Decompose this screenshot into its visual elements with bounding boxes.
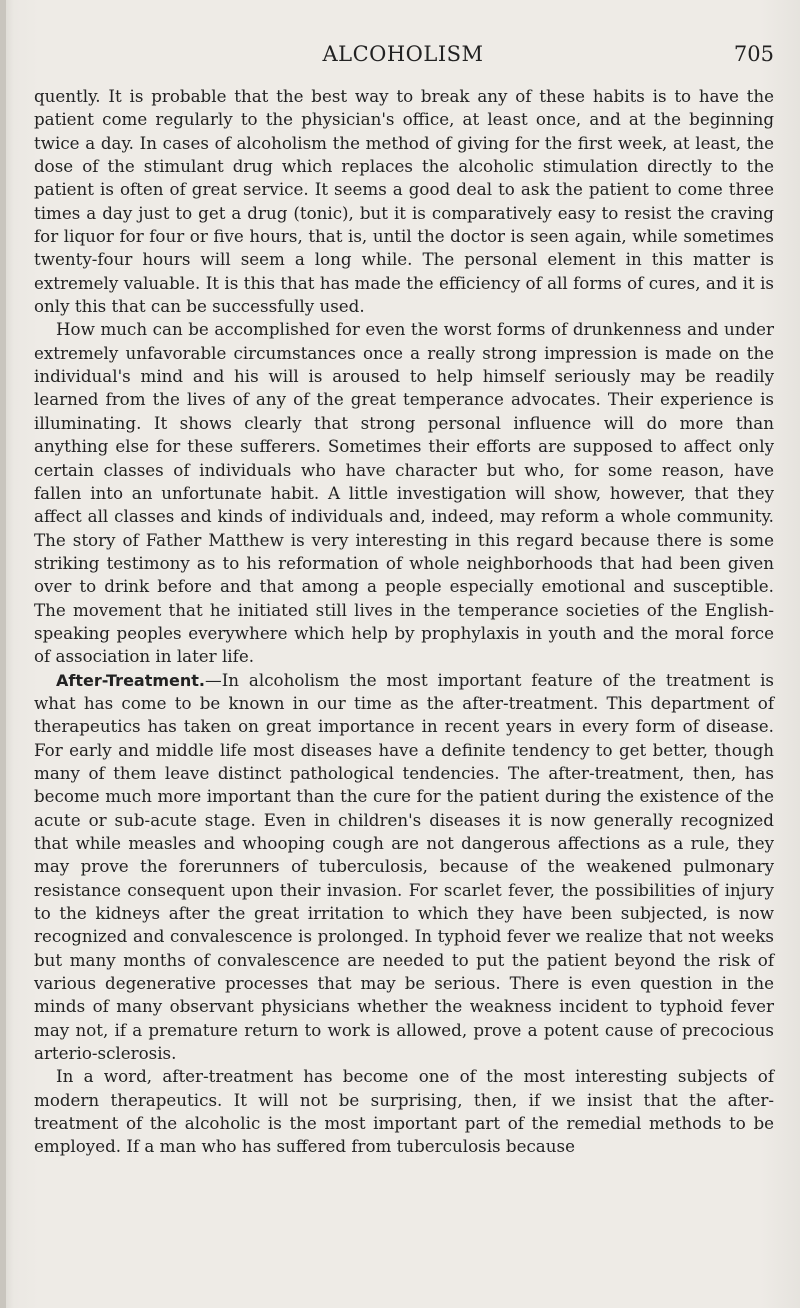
- paragraph-1: quently. It is probable that the best way to break any of these habits is to have the patient come regularly to the physician's office, at least once, and at the beginning twice a day. In cases of alcoholism the method of giving for the first week, at least, the dose of the stimulant drug which replaces the alcoholic stimulation directly to the patient is often of great service. It seems a good deal to ask the patient to come three times a day just to get a drug (tonic), but it is comparatively easy to resist the craving for liquor for four or five hours, that is, until the doctor is seen again, while sometimes twenty-four hours will seem a long while. The personal element in this matter is extremely valuable. It is this that has made the efficiency of all forms of cures, and it is only this that can be successfully used.: [34, 86, 774, 317]
- running-head: [32, 28, 774, 64]
- section-heading-after-treatment: After-Treatment.: [56, 670, 206, 690]
- page-binding-edge: [0, 0, 6, 1308]
- paragraph-4: In a word, after-treatment has become one of the most interesting subjects of modern therapeutics. It will not be surprising, then, if we insist that the after-treatment of the alcoholic is the most important part of the remedial methods to be employed. If a man who has suffered from tuberculosis because: [34, 1066, 774, 1157]
- paragraph-2: How much can be accomplished for even the worst forms of drunkenness and under extremely unfavorable circumstances once a really strong impression is made on the individual's mind and his will is aroused to help himself seriously may be readily learned from the lives of any of the great temperance advocates. Their experience is illuminating. It shows clearly that strong personal influence will do more than anything else for these sufferers. Sometimes their efforts are supposed to affect only certain classes of individuals who have character but who, for some reason, have fallen into an unfortunate habit. A little investigation will show, however, that they affect all classes and kinds of individuals and, indeed, may reform a whole community. The story of Father Matthew is very interesting in this regard because there is some striking testimony as to his reformation of whole neighborhoods that had been given over to drink before and that among a people especially emotional and susceptible. The movement that he initiated still lives in the temperance societies of the English-speaking peoples everywhere which help by prophylaxis in youth and the moral force of association in later life.: [34, 319, 774, 667]
- body-text: [34, 85, 774, 1159]
- running-head-title: ALCOHOLISM: [322, 42, 484, 66]
- paragraph-3: [34, 669, 774, 1066]
- paragraph-3-text: —In alcoholism the most important feature of the treatment is what has come to be known in our time as the after-treatment. This department of therapeutics has taken on great importance in recent years in every form of disease. For early and middle life most diseases have a definite tendency to get better, though many of them leave distinct pathological tendencies. The after-treatment, then, has become much more important than the cure for the patient during the existence of the acute or sub-acute stage. Even in children's diseases it is now generally recognized that while measles and whooping cough are not dangerous affections as a rule, they may prove the forerunners of tuberculosis, because of the weakened pulmonary resistance consequent upon their invasion. For scarlet fever, the possibilities of injury to the kidneys after the great irritation to which they have been subjected, is now recognized and convalescence is prolonged. In typhoid fever we realize that not weeks but many months of convalescence are needed to put the patient beyond the risk of various degenerative processes that may be serious. There is even question in the minds of many observant physicians whether the weakness incident to typhoid fever may not, if a premature return to work is allowed, prove a potent cause of precocious arterio-sclerosis.: [34, 669, 774, 1064]
- page-number: 705: [733, 42, 774, 66]
